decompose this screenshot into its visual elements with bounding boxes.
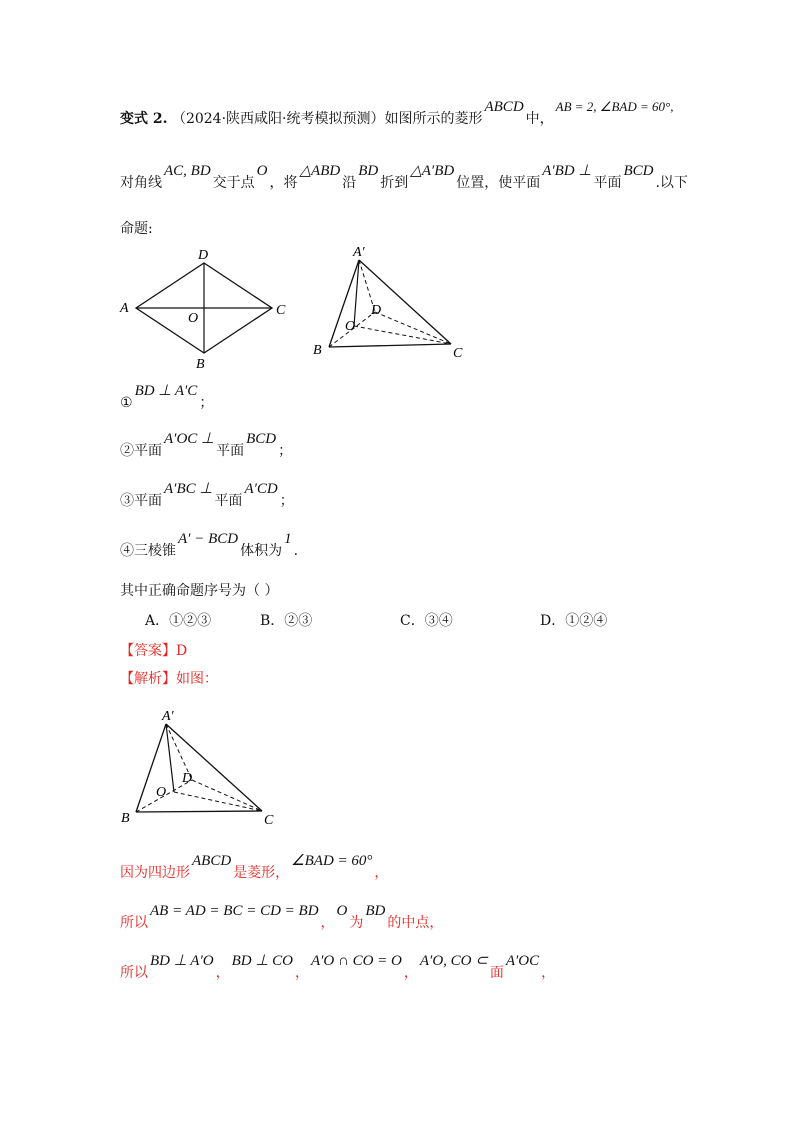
label-d: D [371,303,382,318]
label-c: C [453,346,463,361]
text: 位置，使平面 [456,175,541,191]
option-b: B．②③ [260,613,313,629]
math-bcd: BCD [623,163,654,179]
text: 中， [525,111,554,127]
text: .以下 [655,175,688,191]
text: 对角线 [120,175,162,191]
answer-value: D [176,643,188,659]
pyramid-figure-1 [305,240,485,365]
pyramid-figure-2 [118,704,288,829]
analysis-line [120,668,218,688]
math-a1bd-perp: A′BD ⊥ [542,163,592,179]
answer-line [120,640,187,660]
math-triangle-a1bd: △A′BD [410,163,455,179]
text: 折到 [380,175,409,191]
analysis-text: 如图： [176,671,218,687]
question-line-2 [120,163,688,192]
question-source: （2024·陕西咸阳·统考模拟预测）如图所示的菱形 [171,111,483,127]
label-a-prime: A′ [162,709,174,724]
math-condition: AB = 2, ∠BAD = 60°, [555,99,674,114]
option-a: A．①②③ [145,613,212,629]
question-line-3: 命题: [120,221,153,237]
proposition-2: ②平面A′OC ⊥平面BCD； [120,431,293,459]
math-abcd: ABCD [484,99,524,115]
proposition-3: ③平面A′BC ⊥平面A′CD； [120,481,294,509]
solution-line-2: 所以AB = AD = BC = CD = BD，O为BD的中点， [120,903,444,931]
label-b: B [196,357,205,371]
text: ，将 [269,175,298,191]
math-triangle-abd: △ABD [299,163,341,179]
text: 交于点 [212,175,255,191]
math-bd: BD [358,163,379,179]
label-c: C [264,813,274,828]
label-a-prime: A′ [353,245,365,260]
option-c: C．③④ [400,613,453,629]
label-b: B [121,811,130,826]
question-line-1 [120,99,675,128]
analysis-tag: 【解析】 [120,671,176,687]
label-o: O [188,311,199,326]
label-c: C [276,303,286,318]
label-a: A [120,301,129,316]
solution-line-3: 所以BD ⊥ A′O，BD ⊥ CO，A′O ∩ CO = O，A′O, CO ⊂面A′OC， [120,953,556,981]
solution-line-1: 因为四边形ABCD是菱形，∠BAD = 60°， [120,853,389,881]
question-label: 变式 2. [120,111,168,127]
text: 沿 [342,175,357,191]
math-o: O [256,163,268,179]
proposition-1: ①BD ⊥ A′C； [120,383,214,411]
label-d: D [198,248,209,263]
math-ac-bd: AC, BD [164,163,211,179]
label-o: O [156,785,167,800]
text: 平面 [593,175,622,191]
label-b: B [313,343,322,358]
option-d: D．①②④ [540,613,608,629]
label-d: D [182,771,193,786]
rhombus-figure [118,246,298,371]
proposition-4: ④三棱锥A′ − BCD体积为1. [120,531,299,559]
label-o: O [345,319,356,334]
answer-tag: 【答案】 [120,643,176,659]
question-ask: 其中正确命题序号为（ ） [120,583,279,599]
